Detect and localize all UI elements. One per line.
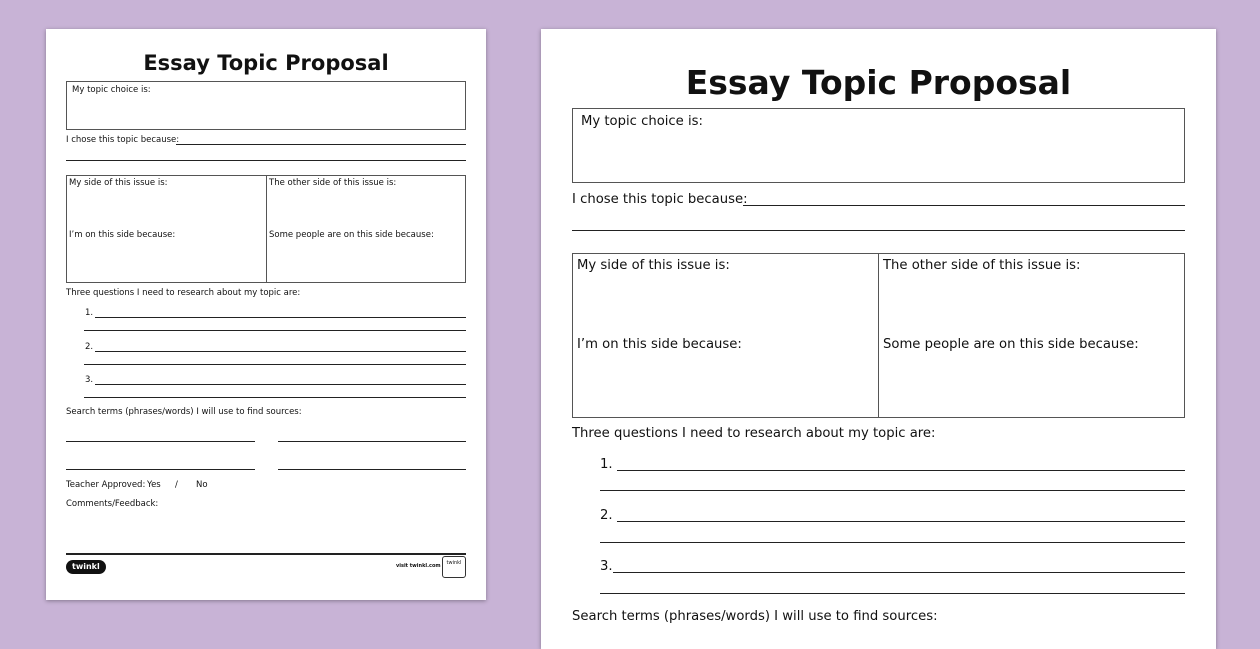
question-1-line-a-large[interactable] — [617, 470, 1185, 471]
worksheet-preview-small — [46, 29, 486, 600]
search-terms-label: Search terms (phrases/words) I will use to find sources: — [66, 407, 302, 417]
footer-url: visit twinkl.com — [396, 563, 441, 569]
yes-option[interactable]: Yes — [147, 480, 161, 490]
search-term-line-4[interactable] — [278, 469, 466, 470]
search-terms-label-large: Search terms (phrases/words) I will use to find sources: — [572, 609, 938, 624]
question-number-1: 1. — [85, 308, 94, 318]
question-1-line-a[interactable] — [95, 317, 466, 318]
chose-because-line-1[interactable] — [176, 144, 466, 145]
question-2-line-b-large[interactable] — [600, 542, 1185, 543]
search-term-line-1[interactable] — [66, 441, 255, 442]
my-side-label: My side of this issue is: — [69, 178, 168, 188]
topic-choice-label: My topic choice is: — [72, 85, 151, 95]
search-term-line-3[interactable] — [66, 469, 255, 470]
topic-choice-label-large: My topic choice is: — [581, 114, 703, 129]
question-number-3-large: 3. — [600, 559, 613, 574]
my-side-label-large: My side of this issue is: — [577, 258, 730, 273]
other-side-label: The other side of this issue is: — [269, 178, 397, 188]
question-number-2-large: 2. — [600, 508, 613, 523]
sides-divider — [266, 175, 267, 283]
teacher-approved-label: Teacher Approved: — [66, 480, 146, 490]
question-1-line-b[interactable] — [84, 330, 466, 331]
worksheet-title-large: Essay Topic Proposal — [685, 63, 1072, 102]
footer-rule — [66, 553, 466, 555]
question-3-line-b[interactable] — [84, 397, 466, 398]
chose-because-line-2[interactable] — [66, 160, 466, 161]
chose-because-line-2-large[interactable] — [572, 230, 1185, 231]
footer-badge: twinkl — [442, 556, 466, 578]
worksheet-title: Essay Topic Proposal — [143, 51, 389, 75]
question-2-line-a[interactable] — [95, 351, 466, 352]
question-3-line-a-large[interactable] — [613, 572, 1185, 573]
three-questions-label-large: Three questions I need to research about my topic are: — [572, 426, 936, 441]
question-2-line-b[interactable] — [84, 364, 466, 365]
question-number-3: 3. — [85, 375, 94, 385]
on-side-because-label: I’m on this side because: — [69, 230, 176, 240]
chose-because-label: I chose this topic because: — [66, 135, 180, 145]
on-side-because-label-large: I’m on this side because: — [577, 337, 742, 352]
question-number-2: 2. — [85, 342, 94, 352]
slash-separator: / — [175, 480, 178, 490]
chose-because-line-1-large[interactable] — [743, 205, 1185, 206]
question-1-line-b-large[interactable] — [600, 490, 1185, 491]
question-2-line-a-large[interactable] — [617, 521, 1185, 522]
search-term-line-2[interactable] — [278, 441, 466, 442]
some-people-label-large: Some people are on this side because: — [883, 337, 1139, 352]
comments-label: Comments/Feedback: — [66, 499, 159, 509]
worksheet-zoomed — [541, 29, 1216, 649]
question-3-line-a[interactable] — [95, 384, 466, 385]
question-3-line-b-large[interactable] — [600, 593, 1185, 594]
some-people-label: Some people are on this side because: — [269, 230, 434, 240]
chose-because-label-large: I chose this topic because: — [572, 192, 748, 207]
other-side-label-large: The other side of this issue is: — [883, 258, 1081, 273]
three-questions-label: Three questions I need to research about my topic are: — [66, 288, 301, 298]
no-option[interactable]: No — [196, 480, 208, 490]
twinkl-logo: twinkl — [66, 560, 106, 574]
question-number-1-large: 1. — [600, 457, 613, 472]
sides-divider-large — [878, 253, 879, 418]
